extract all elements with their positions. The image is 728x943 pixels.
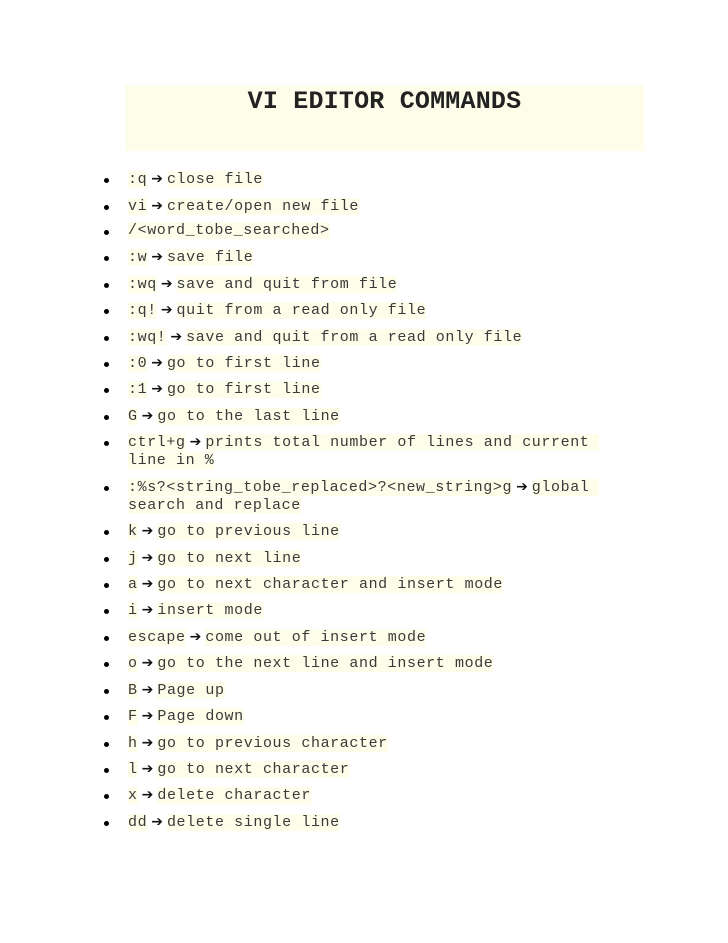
command-description: go to first line bbox=[166, 381, 321, 398]
command-line bbox=[128, 601, 618, 620]
right-arrow-icon: ➔ bbox=[141, 761, 154, 777]
right-arrow-icon: ➔ bbox=[141, 682, 154, 698]
bullet-icon bbox=[104, 309, 109, 314]
command-description: go to previous character bbox=[157, 735, 388, 752]
command-line bbox=[128, 575, 618, 594]
command-description: go to the next line and insert mode bbox=[157, 655, 494, 672]
bullet-icon bbox=[104, 178, 109, 183]
command-key: j bbox=[128, 550, 138, 567]
command-description: go to the last line bbox=[157, 408, 340, 425]
command-key: :q! bbox=[128, 302, 157, 319]
command-description: come out of insert mode bbox=[205, 629, 427, 646]
command-line bbox=[128, 549, 618, 568]
command-line bbox=[128, 170, 618, 189]
command-key: i bbox=[128, 602, 138, 619]
right-arrow-icon: ➔ bbox=[141, 787, 154, 803]
bullet-icon bbox=[104, 583, 109, 588]
command-key: :w bbox=[128, 249, 148, 266]
right-arrow-icon: ➔ bbox=[151, 814, 163, 830]
right-arrow-icon: ➔ bbox=[151, 171, 163, 187]
right-arrow-icon: ➔ bbox=[141, 408, 154, 424]
right-arrow-icon: ➔ bbox=[141, 523, 154, 539]
bullet-icon bbox=[104, 441, 109, 446]
command-key: :1 bbox=[128, 381, 148, 398]
command-description: go to first line bbox=[166, 355, 321, 372]
command-description: prints total number of lines and current line in % bbox=[128, 434, 600, 469]
command-description: close file bbox=[166, 171, 263, 188]
bullet-icon bbox=[104, 415, 109, 420]
command-key: escape bbox=[128, 629, 186, 646]
command-description: go to previous line bbox=[157, 523, 340, 540]
command-key: :q bbox=[128, 171, 148, 188]
bullet-icon bbox=[104, 362, 109, 367]
command-line bbox=[128, 478, 618, 515]
command-key: h bbox=[128, 735, 138, 752]
right-arrow-icon: ➔ bbox=[516, 479, 528, 495]
command-key: :wq! bbox=[128, 329, 167, 346]
command-line bbox=[128, 654, 618, 673]
command-key: vi bbox=[128, 198, 148, 215]
command-line bbox=[128, 628, 618, 647]
right-arrow-icon: ➔ bbox=[141, 735, 154, 751]
command-description: save file bbox=[166, 249, 254, 266]
bullet-icon bbox=[104, 768, 109, 773]
command-description: Page down bbox=[157, 708, 244, 725]
command-line bbox=[128, 813, 618, 832]
command-line bbox=[128, 380, 618, 399]
right-arrow-icon: ➔ bbox=[170, 329, 183, 345]
command-key: x bbox=[128, 787, 138, 804]
right-arrow-icon: ➔ bbox=[141, 602, 154, 618]
command-description: go to next character bbox=[157, 761, 350, 778]
right-arrow-icon: ➔ bbox=[151, 249, 163, 265]
command-description: save and quit from file bbox=[176, 276, 398, 293]
command-key: :wq bbox=[128, 276, 157, 293]
command-description: go to next line bbox=[157, 550, 302, 567]
bullet-icon bbox=[104, 256, 109, 261]
right-arrow-icon: ➔ bbox=[151, 355, 163, 371]
command-description: Page up bbox=[157, 682, 225, 699]
right-arrow-icon: ➔ bbox=[189, 434, 202, 450]
bullet-icon bbox=[104, 283, 109, 288]
right-arrow-icon: ➔ bbox=[160, 276, 173, 292]
command-line bbox=[128, 522, 618, 541]
command-description: insert mode bbox=[157, 602, 263, 619]
bullet-icon bbox=[104, 821, 109, 826]
command-key: F bbox=[128, 708, 138, 725]
command-line bbox=[128, 197, 618, 216]
command-line bbox=[128, 760, 618, 779]
command-line bbox=[128, 681, 618, 700]
page-title: VI EDITOR COMMANDS bbox=[247, 87, 522, 116]
bullet-icon bbox=[104, 205, 109, 210]
bullet-icon bbox=[104, 742, 109, 747]
bullet-icon bbox=[104, 388, 109, 393]
bullet-icon bbox=[104, 715, 109, 720]
command-line bbox=[128, 248, 618, 267]
command-key: dd bbox=[128, 814, 148, 831]
command-key: B bbox=[128, 682, 138, 699]
command-line bbox=[128, 433, 618, 470]
bullet-icon bbox=[104, 662, 109, 667]
command-description: delete character bbox=[157, 787, 311, 804]
right-arrow-icon: ➔ bbox=[141, 655, 154, 671]
command-key: k bbox=[128, 523, 138, 540]
command-description: create/open new file bbox=[166, 198, 359, 215]
command-key: :%s?<string_tobe_replaced>?<new_string>g bbox=[128, 479, 513, 496]
command-description: quit from a read only file bbox=[176, 302, 427, 319]
right-arrow-icon: ➔ bbox=[141, 550, 154, 566]
bullet-icon bbox=[104, 486, 109, 491]
right-arrow-icon: ➔ bbox=[151, 381, 163, 397]
command-key: /<word_tobe_searched> bbox=[128, 222, 330, 239]
title-banner bbox=[125, 85, 644, 151]
command-key: a bbox=[128, 576, 138, 593]
right-arrow-icon: ➔ bbox=[189, 629, 202, 645]
right-arrow-icon: ➔ bbox=[141, 576, 154, 592]
right-arrow-icon: ➔ bbox=[160, 302, 173, 318]
bullet-icon bbox=[104, 609, 109, 614]
command-line bbox=[128, 275, 618, 294]
bullet-icon bbox=[104, 530, 109, 535]
command-key: l bbox=[128, 761, 138, 778]
right-arrow-icon: ➔ bbox=[141, 708, 154, 724]
command-line bbox=[128, 222, 618, 240]
command-key: :0 bbox=[128, 355, 148, 372]
command-key: G bbox=[128, 408, 138, 425]
bullet-icon bbox=[104, 636, 109, 641]
command-description: go to next character and insert mode bbox=[157, 576, 503, 593]
command-line bbox=[128, 301, 618, 320]
command-line bbox=[128, 734, 618, 753]
bullet-icon bbox=[104, 230, 109, 235]
command-line bbox=[128, 354, 618, 373]
bullet-icon bbox=[104, 336, 109, 341]
bullet-icon bbox=[104, 689, 109, 694]
command-description: global search and replace bbox=[128, 479, 600, 514]
bullet-icon bbox=[104, 557, 109, 562]
command-description: delete single line bbox=[166, 814, 340, 831]
command-description: save and quit from a read only file bbox=[186, 329, 523, 346]
command-line bbox=[128, 707, 618, 726]
command-line bbox=[128, 328, 618, 347]
command-key: o bbox=[128, 655, 138, 672]
command-line bbox=[128, 407, 618, 426]
command-key: ctrl+g bbox=[128, 434, 186, 451]
right-arrow-icon: ➔ bbox=[151, 198, 163, 214]
command-line bbox=[128, 786, 618, 805]
bullet-icon bbox=[104, 794, 109, 799]
